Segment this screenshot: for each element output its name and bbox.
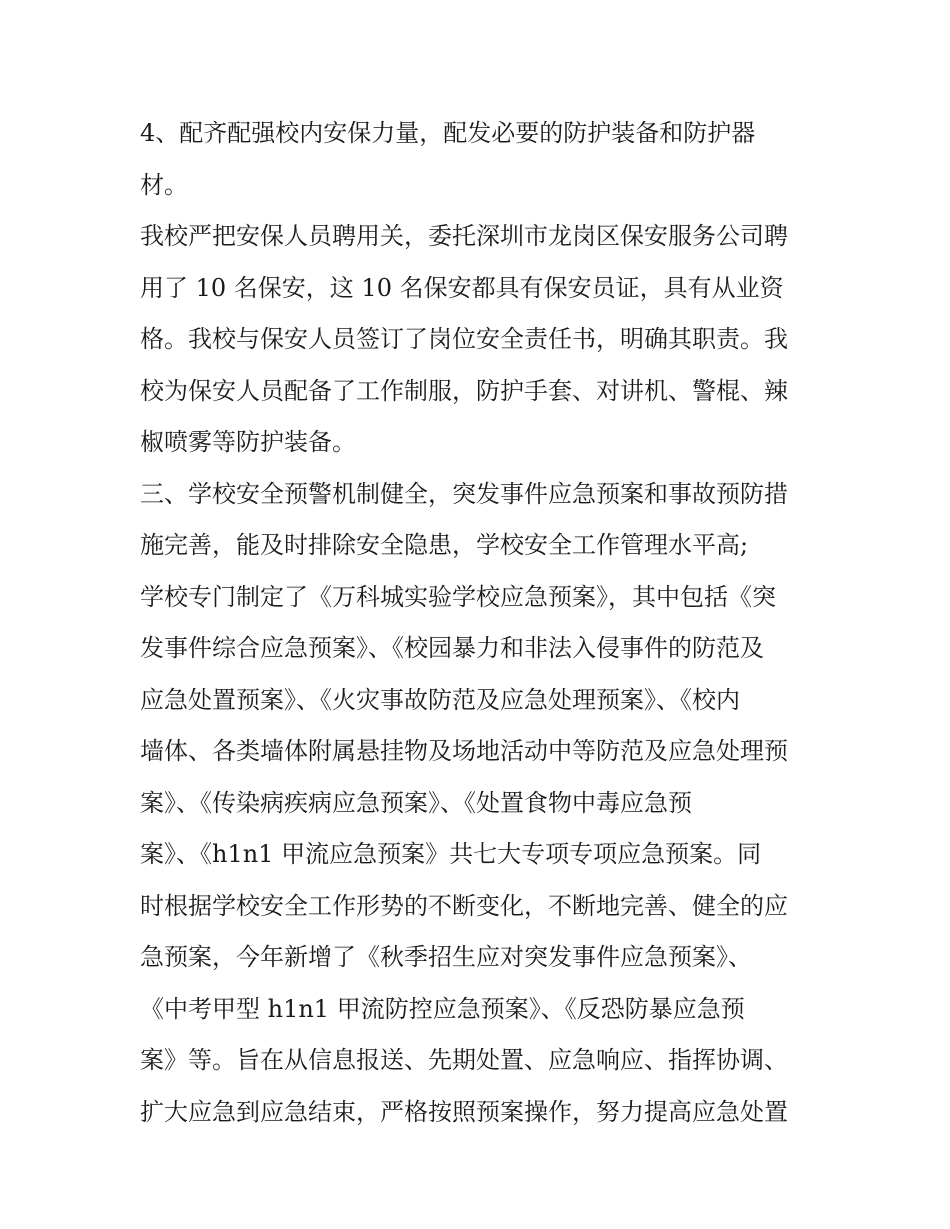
text-line: 我校严把安保人员聘用关，委托深圳市龙岗区保安服务公司聘 [140,222,788,250]
text-line: 发事件综合应急预案》、《校园暴力和非法入侵事件的防范及 [140,634,764,662]
text-line: 扩大应急到应急结束，严格按照预案操作，努力提高应急处置 [140,1097,788,1126]
text-line: 4、配齐配强校内安保力量，配发必要的防护装备和防护器 [140,119,756,147]
text-line: 用了 10 名保安，这 10 名保安都具有保安员证，具有从业资 [140,273,784,302]
text-line: 墙体、各类墙体附属悬挂物及场地活动中等防范及应急处理预 [140,737,788,765]
text-line: 应急处置预案》、《火灾事故防范及应急处理预案》、《校内 [140,685,740,714]
text-line: 案》、《传染病疾病应急预案》、《处置食物中毒应急预 [140,788,692,817]
text-line: 三、学校安全预警机制健全，突发事件应急预案和事故预防措 [140,479,788,508]
text-line: 格。我校与保安人员签订了岗位安全责任书，明确其职责。我 [140,325,788,353]
text-line: 《中考甲型 h1n1 甲流防控应急预案》、《反恐防暴应急预 [140,994,745,1023]
text-line: 案》等。旨在从信息报送、先期处置、应急响应、指挥协调、 [140,1046,788,1074]
document-body [140,108,820,1138]
text-line: 时根据学校安全工作形势的不断变化，不断地完善、健全的应 [140,891,788,920]
text-line: 施完善，能及时排除安全隐患，学校安全工作管理水平高; [140,531,749,559]
text-line: 学校专门制定了《万科城实验学校应急预案》，其中包括《突 [140,582,776,611]
text-line: 校为保安人员配备了工作制服，防护手套、对讲机、警棍、辣 [140,376,788,405]
text-line: 椒喷雾等防护装备。 [140,428,356,456]
text-line: 案》、《h1n1 甲流应急预案》共七大专项专项应急预案。同 [140,840,762,868]
text-line: 急预案，今年新增了《秋季招生应对突发事件应急预案》、 [140,943,752,971]
text-line: 材。 [140,170,188,199]
